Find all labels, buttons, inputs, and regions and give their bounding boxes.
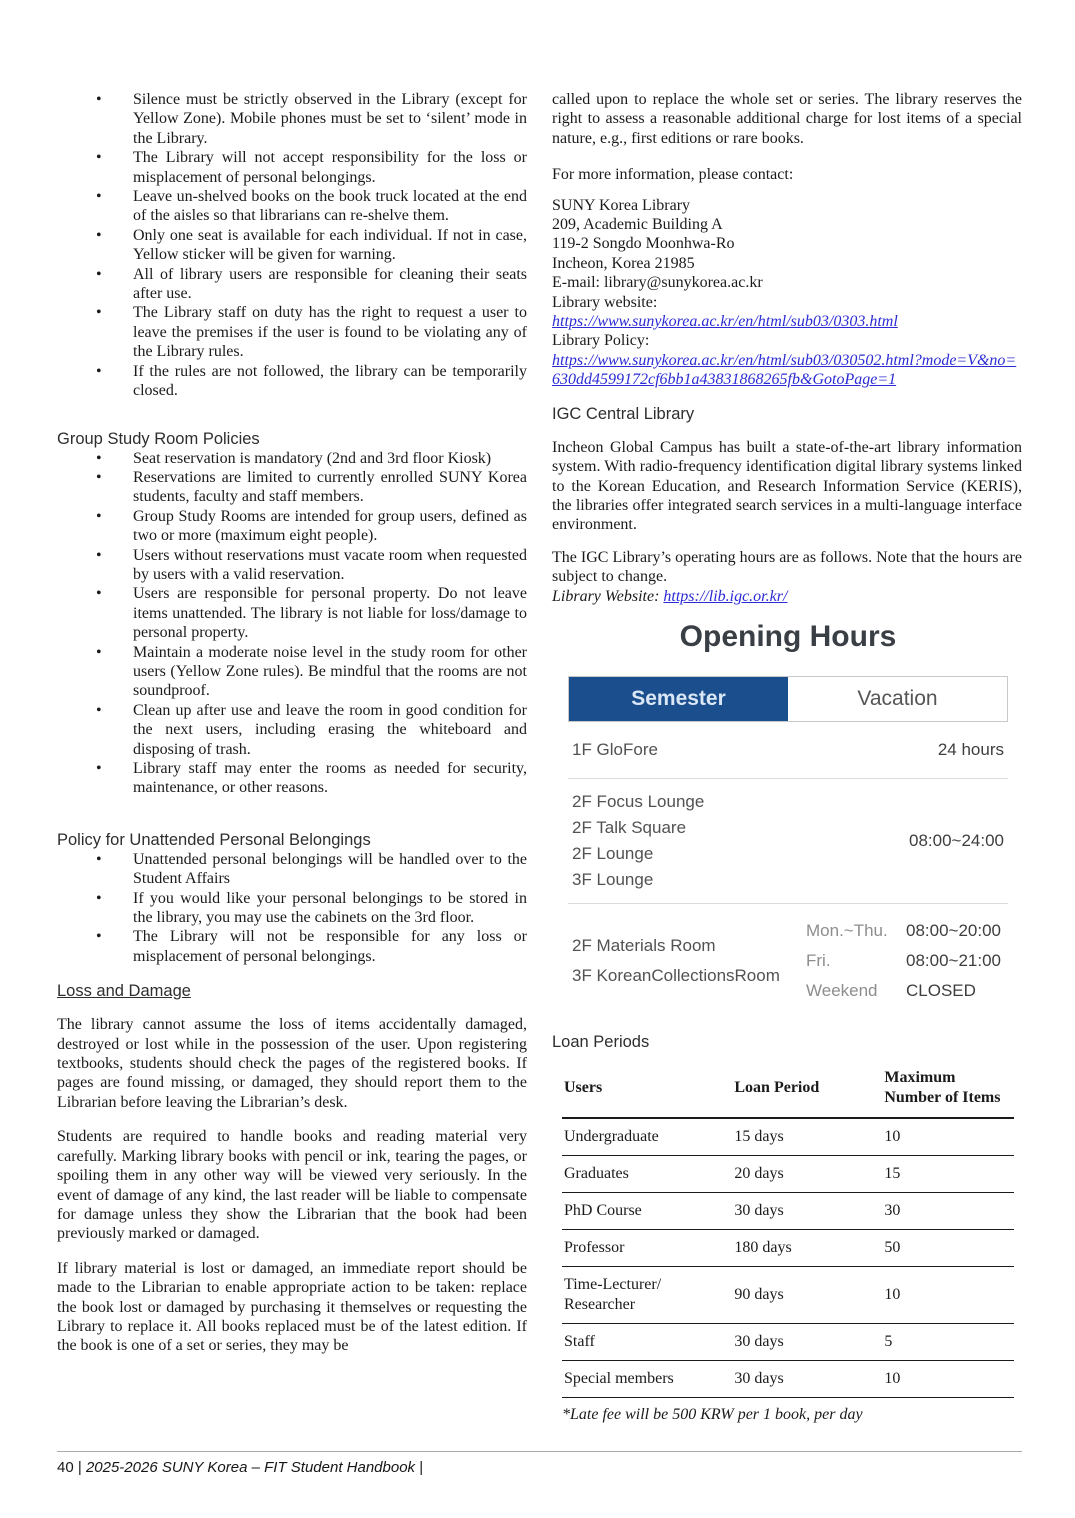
- contact-intro: For more information, please contact:: [552, 166, 794, 184]
- tab-vacation: Vacation: [788, 677, 1007, 721]
- igc-hours-note: The IGC Library’s operating hours are as follows. Note that the hours are subject to change.: [552, 548, 1022, 586]
- cell-max: 10: [882, 1266, 1014, 1323]
- location-label: 2F Materials Room: [572, 935, 716, 955]
- table-row: [562, 1192, 1014, 1229]
- page-number: 40: [57, 1459, 74, 1476]
- list-item: • All of library users are responsible for cleaning their seats after use.: [57, 265, 527, 304]
- loss-paragraph-1: The library cannot assume the loss of items accidentally damaged, destroyed or lost while in the possession of the user. Upon registering textbooks, students should check the pages of the registered books. If pages are found missing, or damaged, they should report them to the Librarian before leaving the Librarian’s desk.: [57, 1016, 527, 1111]
- opening-hours-graphic: [568, 618, 1008, 1018]
- cell-max: 15: [882, 1155, 1014, 1192]
- list-item: • Only one seat is available for each individual. If not in case, Yellow sticker will be given for warning.: [57, 226, 527, 265]
- hours-value: 08:00~24:00: [908, 830, 1004, 850]
- list-item: • If the rules are not followed, the library can be temporarily closed.: [57, 362, 527, 401]
- list-item: • Seat reservation is mandatory (2nd and 3rd floor Kiosk): [57, 449, 527, 468]
- cell-user: Undergraduate: [562, 1118, 732, 1156]
- belongings-list: [57, 850, 527, 966]
- list-item: • The Library will not be responsible for any loss or misplacement of personal belongings.: [57, 927, 527, 966]
- cell-period: 180 days: [732, 1229, 882, 1266]
- cell-period: 30 days: [732, 1192, 882, 1229]
- page-footer: [57, 1451, 1022, 1477]
- list-item: • Clean up after use and leave the room in good condition for the next users, including erasing the whiteboard and disposing of trash.: [57, 701, 527, 759]
- contact-org: SUNY Korea Library: [552, 196, 691, 214]
- tab-semester: Semester: [569, 677, 788, 721]
- list-item: • Users are responsible for personal property. Do not leave items unattended. The library is not liable for loss/damage to personal property.: [57, 584, 527, 642]
- hours-row-lounges: [568, 779, 1008, 904]
- list-item: • Maintain a moderate noise level in the study room for other users (Yellow Zone rules). Be mindful that the rooms are not soundproof.: [57, 643, 527, 701]
- cell-user: Staff: [562, 1323, 732, 1360]
- cell-period: 15 days: [732, 1118, 882, 1156]
- cell-user: Time-Lecturer/ Researcher: [562, 1266, 732, 1323]
- table-row: [562, 1360, 1014, 1397]
- cell-max: 10: [882, 1118, 1014, 1156]
- section-heading-loan-periods: Loan Periods: [552, 1032, 650, 1051]
- list-item: • Reservations are limited to currently enrolled SUNY Korea students, faculty and staff members.: [57, 468, 527, 507]
- list-item: • The Library staff on duty has the right to request a user to leave the premises if the user is found to be violating any of the Library rules.: [57, 303, 527, 361]
- days-label: Fri.: [806, 950, 831, 970]
- list-item: • Group Study Rooms are intended for group users, defined as two or more (maximum eight people).: [57, 507, 527, 546]
- hours-value: 24 hours: [937, 739, 1004, 759]
- library-policy-link[interactable]: https://www.sunykorea.ac.kr/en/html/sub03/030502.html?mode=V&no=630dd4599172cf6bb1a43831868265fb&GotoPage=1: [552, 351, 1017, 389]
- group-study-list: [57, 449, 527, 798]
- hours-value: 08:00~21:00: [906, 950, 1002, 970]
- cell-user: Special members: [562, 1360, 732, 1397]
- opening-hours-tabs: [568, 676, 1008, 722]
- footer-separator: |: [419, 1459, 424, 1476]
- contact-address-1: 209, Academic Building A: [552, 216, 723, 234]
- loss-paragraph-3: If library material is lost or damaged, an immediate report should be made to the Librarian to enable appropriate action to be taken: replace the book lost or damaged by purchasing it themselves or requesting the Library to replace it. All books replaced must be of the latest edition. If the book is one of a set or series, they may be: [57, 1259, 527, 1355]
- location-label: 2F Focus Lounge: [572, 791, 705, 811]
- cell-period: 30 days: [732, 1323, 882, 1360]
- cell-max: 5: [882, 1323, 1014, 1360]
- library-website-label: Library website:: [552, 293, 658, 311]
- hours-row-glofore: [568, 722, 1008, 779]
- list-item: • Unattended personal belongings will be handled over to the Student Affairs: [57, 850, 527, 889]
- table-row: [562, 1229, 1014, 1266]
- section-heading-belongings: Policy for Unattended Personal Belongings: [57, 830, 371, 849]
- list-item: • Library staff may enter the rooms as needed for security, maintenance, or other reasons.: [57, 759, 527, 798]
- continuation-paragraph: called upon to replace the whole set or series. The library reserves the right to assess a reasonable additional charge for lost items of a special nature, e.g., first editions or rare books.: [552, 91, 1022, 147]
- library-website-link[interactable]: https://www.sunykorea.ac.kr/en/html/sub03/0303.html: [552, 313, 898, 331]
- list-item: • If you would like your personal belongings to be stored in the library, you may use the cabinets on the 3rd floor.: [57, 889, 527, 928]
- cell-period: 90 days: [732, 1266, 882, 1323]
- days-label: Mon.~Thu.: [806, 920, 888, 940]
- right-column: [552, 0, 1022, 1425]
- hours-value: CLOSED: [906, 980, 976, 1000]
- handbook-title: 2025-2026 SUNY Korea – FIT Student Handbook: [85, 1459, 416, 1476]
- cell-user: Graduates: [562, 1155, 732, 1192]
- section-heading-igc-library: IGC Central Library: [552, 404, 695, 423]
- igc-paragraph: Incheon Global Campus has built a state-of-the-art library information system. With radio-frequency identification digital library systems linked to the Korean Education, and Research Information Service (KERIS), the libraries offer integrated search services in a multi-language interface environment.: [552, 438, 1022, 534]
- cell-period: 30 days: [732, 1360, 882, 1397]
- column-header-max-items: Maximum Number of Items: [882, 1062, 1014, 1118]
- section-heading-group-study: Group Study Room Policies: [57, 429, 260, 448]
- table-row: [562, 1323, 1014, 1360]
- cell-user: PhD Course: [562, 1192, 732, 1229]
- contact-address-3: Incheon, Korea 21985: [552, 254, 695, 272]
- cell-max: 10: [882, 1360, 1014, 1397]
- library-rules-list: [57, 90, 527, 401]
- opening-hours-title: Opening Hours: [679, 619, 897, 653]
- hours-value: 08:00~20:00: [906, 920, 1002, 940]
- contact-address-2: 119-2 Songdo Moonhwa-Ro: [552, 235, 735, 253]
- days-label: Weekend: [806, 980, 878, 1000]
- list-item: • Silence must be strictly observed in the Library (except for Yellow Zone). Mobile phones must be set to ‘silent’ mode in the Library.: [57, 90, 527, 148]
- contact-email: E-mail: library@sunykorea.ac.kr: [552, 274, 763, 292]
- library-policy-label: Library Policy:: [552, 332, 650, 350]
- left-column: [57, 0, 527, 1356]
- list-item: • Leave un-shelved books on the book truck located at the end of the aisles so that librarians can re-shelve them.: [57, 187, 527, 226]
- table-row: [562, 1155, 1014, 1192]
- cell-period: 20 days: [732, 1155, 882, 1192]
- location-label: 2F Lounge: [572, 843, 654, 863]
- contact-block: [552, 196, 1022, 390]
- location-label: 3F KoreanCollectionsRoom: [572, 965, 780, 985]
- footer-separator: |: [77, 1459, 82, 1476]
- cell-max: 30: [882, 1192, 1014, 1229]
- column-header-loan-period: Loan Period: [732, 1062, 882, 1118]
- list-item: • Users without reservations must vacate room when requested by users with a valid reservation.: [57, 546, 527, 585]
- location-label: 1F GloFore: [572, 739, 658, 759]
- igc-website-label: Library Website:: [552, 587, 664, 605]
- igc-website-link[interactable]: https://lib.igc.or.kr/: [663, 587, 788, 605]
- column-header-users: Users: [562, 1062, 732, 1118]
- section-heading-loss-damage: Loss and Damage: [57, 982, 191, 1001]
- location-label: 3F Lounge: [572, 869, 654, 889]
- loss-paragraph-2: Students are required to handle books and reading material very carefully. Marking library books with pencil or ink, tearing the pages, or spoiling them in any other way will be viewed very seriously. In the event of damage of any kind, the last reader will be liable to compensate for damage unless they show the Librarian that the book had been previously marked or damaged.: [57, 1128, 527, 1243]
- table-row: [562, 1266, 1014, 1323]
- list-item: • The Library will not accept responsibility for the loss or misplacement of personal belongings.: [57, 148, 527, 187]
- table-header-row: [562, 1062, 1014, 1118]
- late-fee-note: *Late fee will be 500 KRW per 1 book, per day: [562, 1405, 863, 1423]
- location-label: 2F Talk Square: [572, 817, 687, 837]
- loan-periods-table: [562, 1062, 1014, 1398]
- table-row: [562, 1118, 1014, 1156]
- cell-user: Professor: [562, 1229, 732, 1266]
- cell-max: 50: [882, 1229, 1014, 1266]
- hours-row-materials: [568, 904, 1008, 1018]
